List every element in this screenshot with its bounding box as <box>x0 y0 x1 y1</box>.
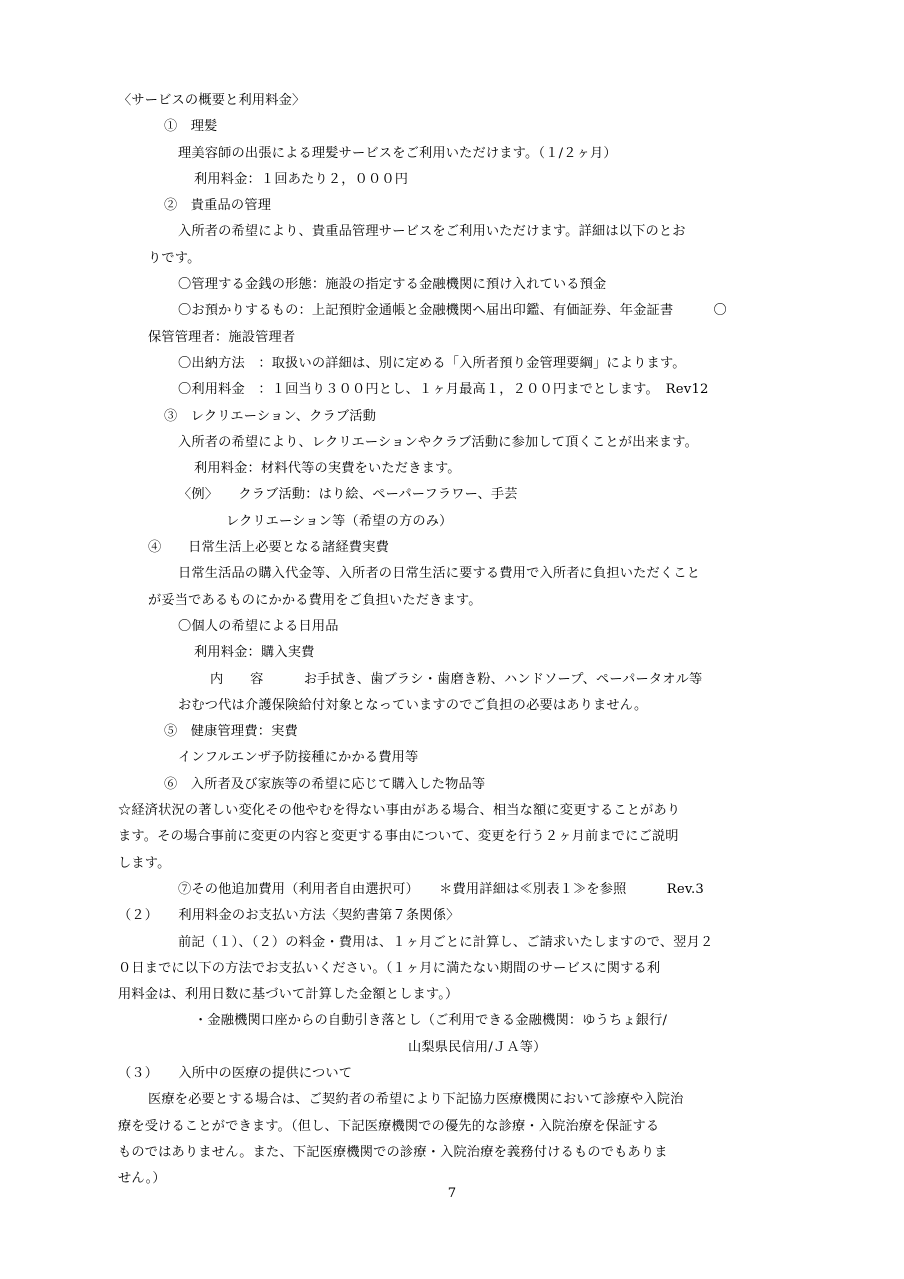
document-line: 前記（１）、（２）の料金・費用は、１ヶ月ごとに計算し、ご請求いたしますので、翌月２ <box>178 934 714 950</box>
document-line: 入所者の希望により、レクリエーションやクラブ活動に参加して頂くことが出来ます。 <box>178 434 698 450</box>
document-line: 〈例〉 クラブ活動：はり絵、ペーパーフラワー、手芸 <box>178 487 518 503</box>
document-line: 医療を必要とする場合は、ご契約者の希望により下記協力医療機関において診療や入院治 <box>148 1092 684 1108</box>
document-line: 山梨県民信用/ＪＡ等） <box>408 1039 547 1055</box>
document-line: りです。 <box>148 250 201 266</box>
document-body <box>118 88 798 1192</box>
document-line: ます。その場合事前に変更の内容と変更する事由について、変更を行う２ヶ月前までにご説明 <box>118 829 679 845</box>
document-line: ⑥ 入所者及び家族等の希望に応じて購入した物品等 <box>164 776 486 792</box>
document-line: します。 <box>118 855 171 871</box>
document-line: レクリエーション等（希望の方のみ） <box>226 513 453 529</box>
document-line: 利用料金：１回あたり２，０００円 <box>194 171 409 187</box>
document-line: ・金融機関口座からの自動引き落とし（ご利用できる金融機関：ゆうちょ銀行/ <box>194 1013 668 1029</box>
document-line: 入所者の希望により、貴重品管理サービスをご利用いただけます。詳細は以下のとお <box>178 224 686 240</box>
document-line: 利用料金：購入実費 <box>194 645 315 661</box>
document-line: 〇個人の希望による日用品 <box>178 618 339 634</box>
document-line: （３） 入所中の医療の提供について <box>118 1065 353 1081</box>
document-line: せん。） <box>118 1171 166 1187</box>
document-line: 日常生活品の購入代金等、入所者の日常生活に要する費用で入所者に負担いただくこと <box>178 566 701 582</box>
page-number: 7 <box>447 1186 457 1201</box>
document-line: 〇管理する金銭の形態：施設の指定する金融機関に預け入れている預金 <box>178 277 607 293</box>
document-line: ① 理髪 <box>164 119 218 135</box>
document-line: （２） 利用料金のお支払い方法〈契約書第７条関係〉 <box>118 908 460 924</box>
document-line: 理美容師の出張による理髪サービスをご利用いただけます。（１/２ヶ月） <box>178 145 617 161</box>
document-line: ④ 日常生活上必要となる諸経費実費 <box>148 540 389 556</box>
document-line: インフルエンザ予防接種にかかる費用等 <box>178 750 419 766</box>
document-line: おむつ代は介護保険給付対象となっていますのでご負担の必要はありません。 <box>178 697 648 713</box>
document-line: 内 容 お手拭き、歯ブラシ・歯磨き粉、ハンドソープ、ペーパータオル等 <box>210 671 703 687</box>
document-line: 保管管理者：施設管理者 <box>148 329 296 345</box>
document-line: ③ レクリエーション、クラブ活動 <box>164 408 377 424</box>
document-line: ⑤ 健康管理費：実費 <box>164 724 298 740</box>
document-line: 〇出納方法 ：取扱いの詳細は、別に定める「入所者預り金管理要綱」によります。 <box>178 355 686 371</box>
document-line: が妥当であるものにかかる費用をご負担いただきます。 <box>148 592 482 608</box>
document-line: 〇利用料金 ：１回当り３００円とし、１ヶ月最高１，２００円までとします。 Rev12 <box>178 382 709 398</box>
document-line: ⑦その他追加費用（利用者自由選択可） ＊費用詳細は≪別表１≫を参照 Rev.3 <box>178 881 704 897</box>
document-line: ものではありません。また、下記医療機関での診療・入院治療を義務付けるものでもありま <box>118 1144 668 1160</box>
document-line: 療を受けることができます。（但し、下記医療機関での優先的な診療・入院治療を保証する <box>118 1118 660 1134</box>
document-line: 〈サービスの概要と利用料金〉 <box>118 93 306 108</box>
document-line: 〇お預かりするもの：上記預貯金通帳と金融機関へ届出印鑑、有価証券、年金証書 〇 <box>178 303 727 319</box>
document-line: ０日までに以下の方法でお支払いください。（１ヶ月に満たない期間のサービスに関する利 <box>118 960 661 976</box>
document-line: ② 貴重品の管理 <box>164 198 272 214</box>
document-line: 用料金は、利用日数に基づいて計算した金額とします。） <box>118 987 459 1003</box>
document-line: ☆経済状況の著しい変化その他やむを得ない事由がある場合、相当な額に変更することがあり <box>118 803 681 819</box>
document-line: 利用料金：材料代等の実費をいただきます。 <box>194 461 461 477</box>
